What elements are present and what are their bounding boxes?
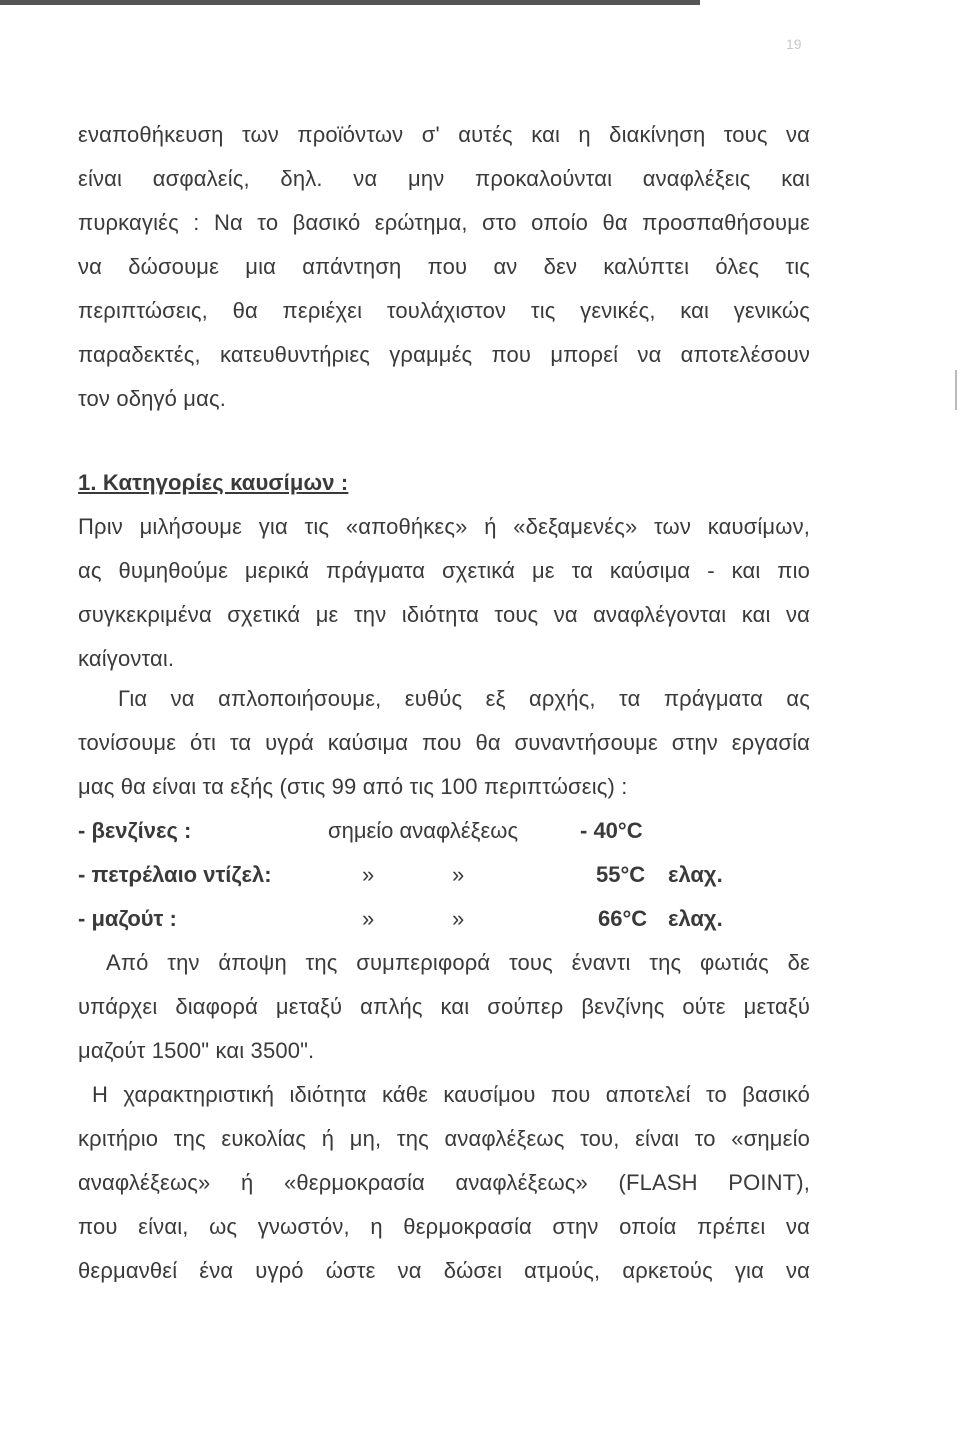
para2-line-3: μας θα είναι τα εξής (στις 99 από τις 100 περιπτώσεις) :: [78, 774, 628, 799]
para4-line-3: αναφλέξεως» ή «θερμοκρασία αναφλέξεως» (FLASH POINT),: [78, 1170, 810, 1195]
para4-line-2: κριτήριο της ευκολίας ή μη, της αναφλέξεως του, είναι το «σημείο: [78, 1126, 810, 1151]
para3-line-1: Από την άποψη της συμπεριφορά τους έναντι της φωτιάς δε: [106, 950, 810, 975]
fuel-ditto-2-fueloil: »: [452, 906, 465, 931]
intro-line-1: εναποθήκευση των προϊόντων σ' αυτές και η διακίνηση τους να: [78, 122, 810, 147]
scan-edge-mark: [955, 370, 957, 410]
fuel-value-diesel: 55°C: [596, 862, 646, 887]
para3-line-3: μαζούτ 1500" και 3500".: [78, 1038, 315, 1063]
para1-line-1: Πριν μιλήσουμε για τις «αποθήκες» ή «δεξαμενές» των καυσίμων,: [78, 514, 810, 539]
intro-line-4: να δώσουμε μια απάντηση που αν δεν καλύπτει όλες τις: [78, 254, 810, 279]
top-border-line: [0, 0, 700, 5]
intro-line-5: περιπτώσεις, θα περιέχει τουλάχιστον τις γενικές, και γενικώς: [78, 298, 810, 323]
fuel-label-gasoline: σημείο αναφλέξεως: [328, 818, 519, 843]
fuel-ditto-1-fueloil: »: [362, 906, 375, 931]
fuel-name-fueloil: - μαζούτ :: [78, 906, 177, 931]
para3-line-2: υπάρχει διαφορά μεταξύ απλής και σούπερ βενζίνης ούτε μεταξύ: [78, 994, 810, 1019]
page-number: 19: [786, 36, 802, 52]
para4-line-4: που είναι, ως γνωστόν, η θερμοκρασία στην οποία πρέπει να: [78, 1214, 810, 1239]
fuel-ditto-2-diesel: »: [452, 862, 465, 887]
fuel-note-diesel: ελαχ.: [668, 862, 723, 887]
para1-line-4: καίγονται.: [78, 646, 175, 671]
intro-line-7: τον οδηγό μας.: [78, 386, 227, 411]
intro-line-6: παραδεκτές, κατευθυντήριες γραμμές που μπορεί να αποτελέσουν: [78, 342, 810, 367]
fuel-value-fueloil: 66°C: [598, 906, 648, 931]
fuel-name-diesel: - πετρέλαιο ντίζελ:: [78, 862, 272, 887]
section-heading: 1. Κατηγορίες καυσίμων :: [78, 470, 349, 495]
para1-line-2: ας θυμηθούμε μερικά πράγματα σχετικά με τα καύσιμα - και πιο: [78, 558, 810, 583]
fuel-value-gasoline: - 40°C: [580, 818, 643, 843]
para2-line-2: τονίσουμε ότι τα υγρά καύσιμα που θα συναντήσουμε στην εργασία: [78, 730, 810, 755]
para1-line-3: συγκεκριμένα σχετικά με την ιδιότητα τους να αναφλέγονται και να: [78, 602, 810, 627]
para2-line-1: Για να απλοποιήσουμε, ευθύς εξ αρχής, τα πράγματα ας: [118, 686, 810, 711]
fuel-note-fueloil: ελαχ.: [668, 906, 723, 931]
intro-line-2: είναι ασφαλείς, δηλ. να μην προκαλούνται αναφλέξεις και: [78, 166, 810, 191]
fuel-ditto-1-diesel: »: [362, 862, 375, 887]
fuel-name-gasoline: - βενζίνες :: [78, 818, 192, 843]
para4-line-5: θερμανθεί ένα υγρό ώστε να δώσει ατμούς, αρκετούς για να: [78, 1258, 810, 1283]
para4-line-1: Η χαρακτηριστική ιδιότητα κάθε καυσίμου που αποτελεί το βασικό: [92, 1082, 810, 1107]
intro-line-3: πυρκαγιές : Να το βασικό ερώτημα, στο οποίο θα προσπαθήσουμε: [78, 210, 810, 235]
